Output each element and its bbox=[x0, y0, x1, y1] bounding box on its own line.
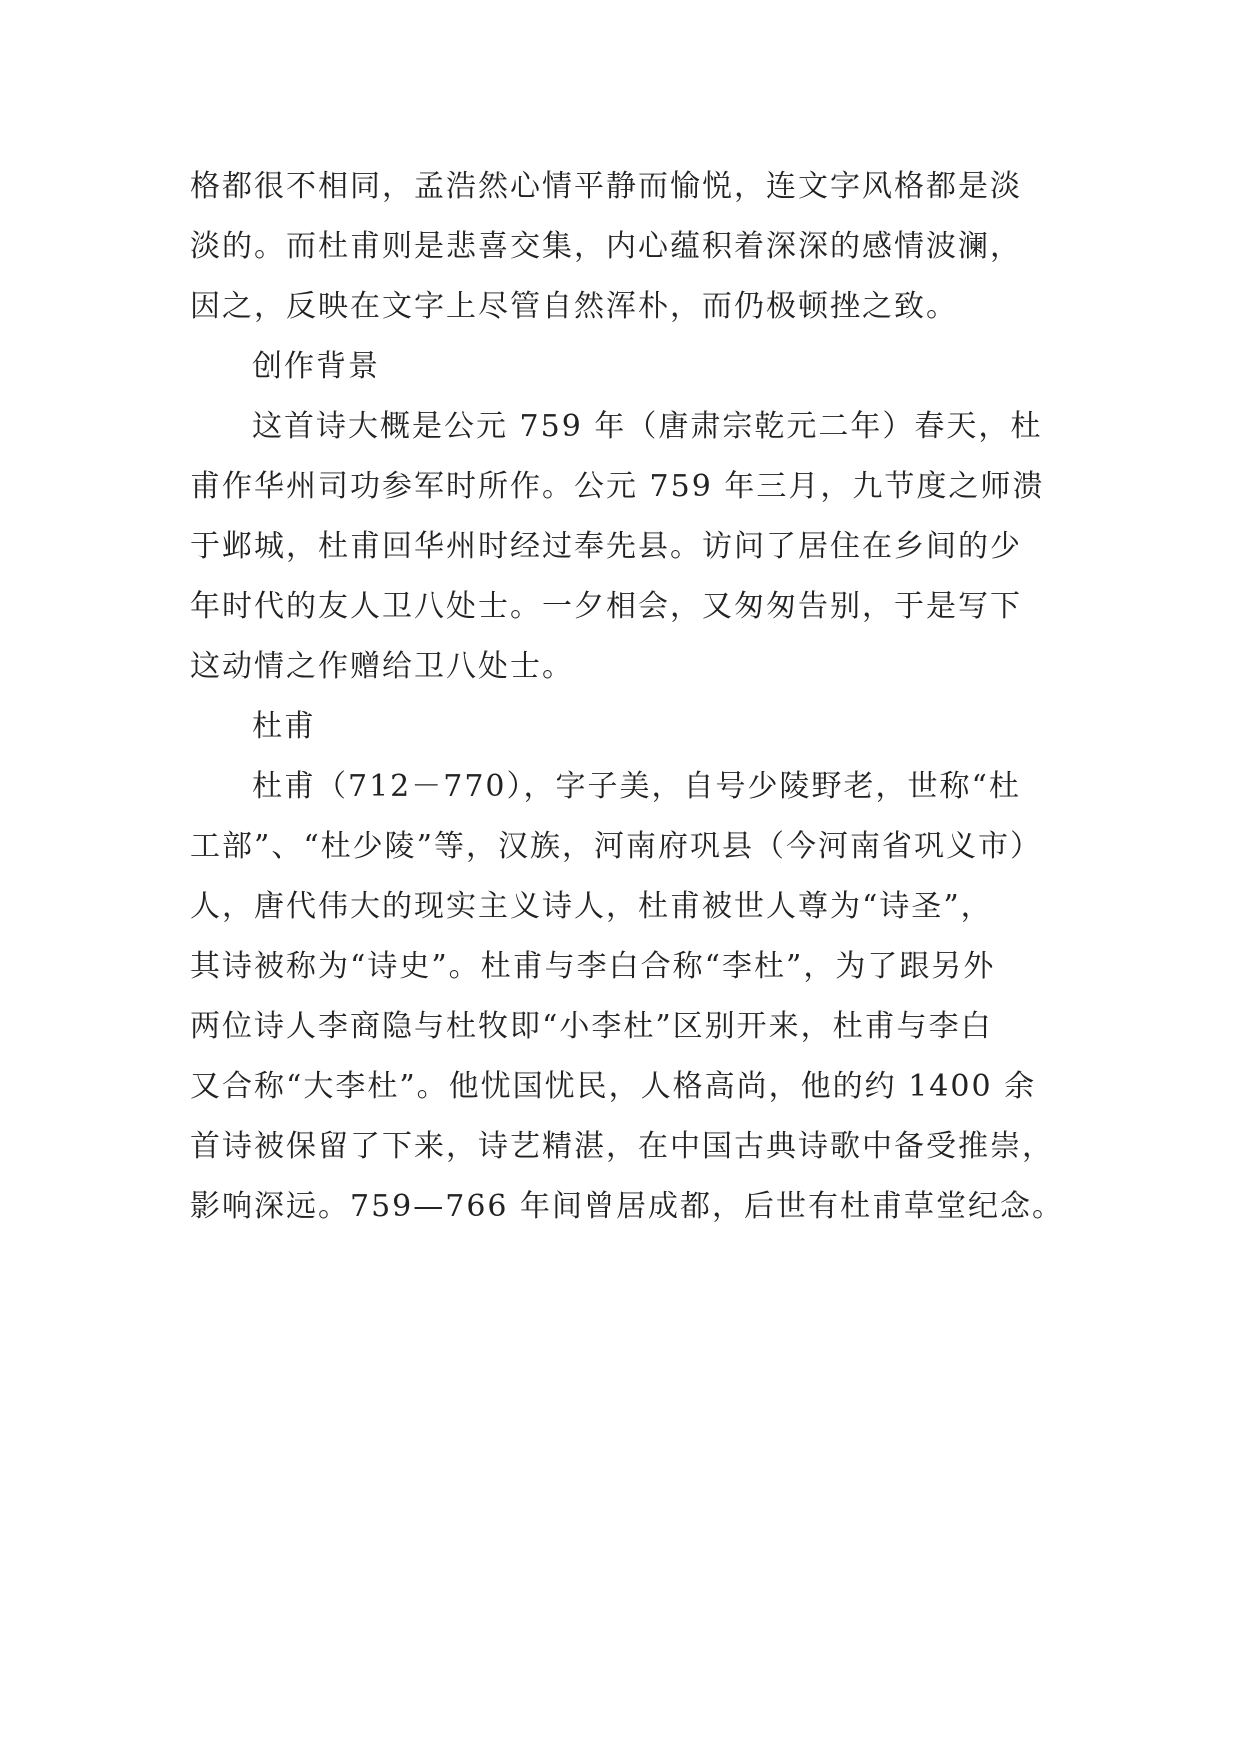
section-heading-author: 杜甫 bbox=[252, 709, 316, 744]
text-line: 两位诗人李商隐与杜牧即“小李杜”区别开来，杜甫与李白 bbox=[190, 1009, 993, 1044]
paragraph-background bbox=[190, 397, 1070, 697]
text-line: 其诗被称为“诗史”。杜甫与李白合称“李杜”，为了跟另外 bbox=[190, 949, 996, 984]
text-line: 影响深远。759—766 年间曾居成都，后世有杜甫草堂纪念。 bbox=[190, 1189, 1065, 1224]
text-line: 年时代的友人卫八处士。一夕相会，又匆匆告别，于是写下 bbox=[190, 589, 1022, 624]
text-line: 甫作华州司功参军时所作。公元 759 年三月，九节度之师溃 bbox=[190, 469, 1045, 504]
text-line: 工部”、“杜少陵”等，汉族，河南府巩县（今河南省巩义市） bbox=[190, 829, 1043, 864]
text-line: 人，唐代伟大的现实主义诗人，杜甫被世人尊为“诗圣”， bbox=[190, 889, 993, 924]
section-heading-background: 创作背景 bbox=[252, 349, 380, 384]
document-body bbox=[190, 157, 1070, 1237]
text-line: 又合称“大李杜”。他忧国忧民，人格高尚，他的约 1400 余 bbox=[190, 1069, 1037, 1104]
text-line: 因之，反映在文字上尽管自然浑朴，而仍极顿挫之致。 bbox=[190, 289, 958, 324]
text-line: 首诗被保留了下来，诗艺精湛，在中国古典诗歌中备受推崇， bbox=[190, 1129, 1054, 1164]
text-line: 格都很不相同，孟浩然心情平静而愉悦，连文字风格都是淡 bbox=[190, 169, 1022, 204]
text-line: 这动情之作赠给卫八处士。 bbox=[190, 649, 574, 684]
paragraph-author-bio bbox=[190, 757, 1070, 1237]
text-line: 这首诗大概是公元 759 年（唐肃宗乾元二年）春天，杜 bbox=[252, 409, 1043, 444]
text-line: 淡的。而杜甫则是悲喜交集，内心蕴积着深深的感情波澜， bbox=[190, 229, 1022, 264]
text-line: 于邺城，杜甫回华州时经过奉先县。访问了居住在乡间的少 bbox=[190, 529, 1022, 564]
paragraph-style-comparison bbox=[190, 157, 1070, 337]
text-line: 杜甫（712－770），字子美，自号少陵野老，世称“杜 bbox=[252, 769, 1021, 804]
